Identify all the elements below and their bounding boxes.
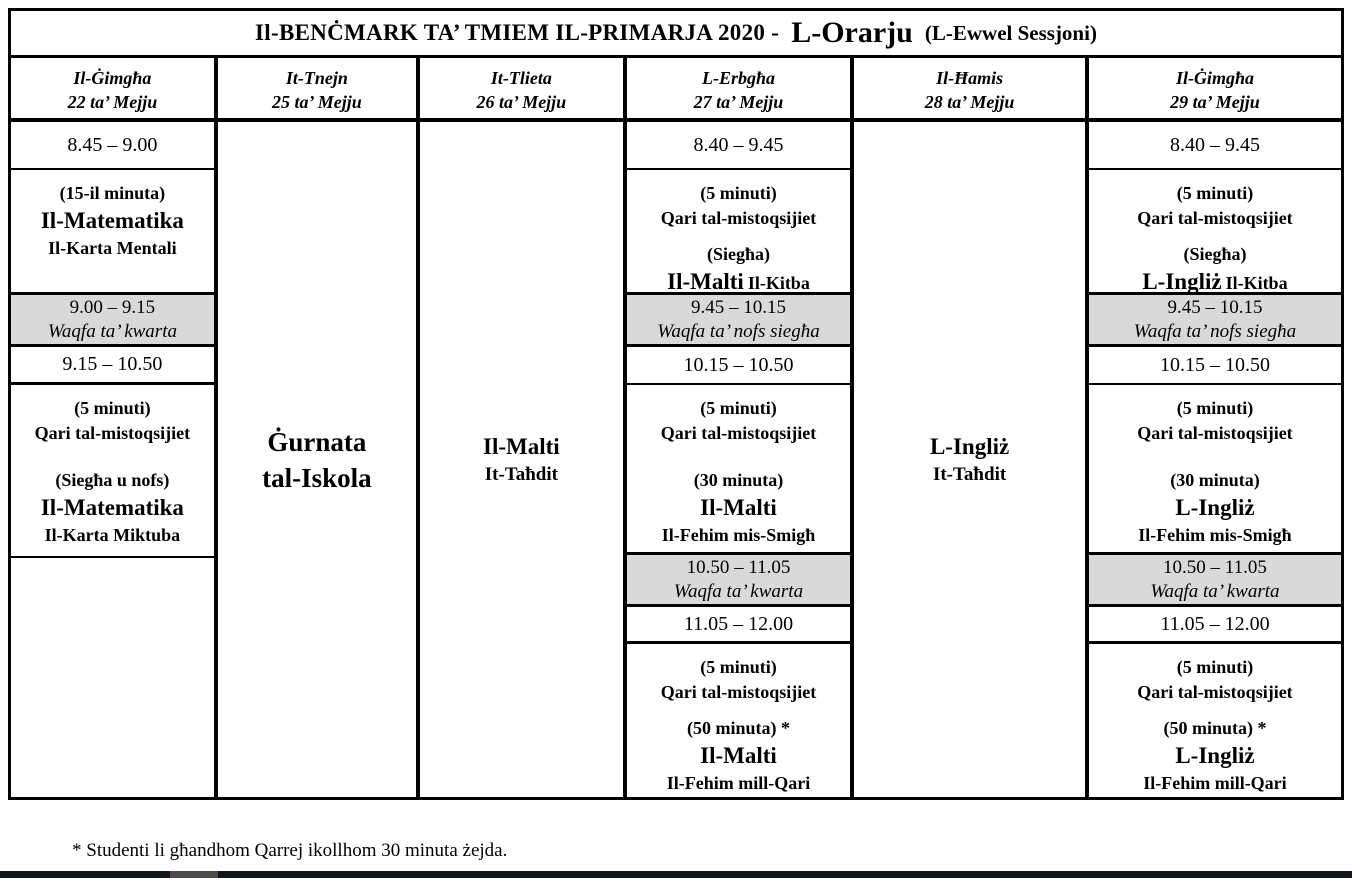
session-paper: Il-Karta Miktuba (44, 525, 181, 545)
cell-session-block (11, 385, 214, 558)
break-label: Waqfa ta’ kwarta (47, 320, 177, 342)
full-day-label: tal-Iskola (262, 462, 372, 493)
cell-time-slot (1089, 122, 1341, 170)
day-date: 22 ta’ Mejju (67, 92, 158, 112)
time-range: 11.05 – 12.00 (1160, 612, 1270, 635)
session-paper: Il-Karta Mentali (48, 238, 177, 258)
session-duration: (50 minuta) * (686, 718, 790, 738)
session-duration: (50 minuta) * (1163, 718, 1267, 738)
cell-session-block (1089, 385, 1341, 555)
cell-break (11, 295, 214, 347)
time-range: 11.05 – 12.00 (683, 612, 794, 635)
session-subject: L-Ingliż (1142, 269, 1222, 294)
session-paper: Il-Fehim mis-Smigħ (1138, 525, 1292, 545)
session-duration: (30 minuta) (1170, 470, 1260, 490)
title-main: Il-BENĊMARK TA’ TMIEM IL-PRIMARJA 2020 - (255, 20, 780, 45)
day-date: 25 ta’ Mejju (272, 92, 362, 112)
break-label: Waqfa ta’ kwarta (1150, 580, 1280, 602)
session-note: Qari tal-mistoqsijiet (34, 423, 191, 443)
cell-break (1089, 555, 1341, 607)
cell-session-block (11, 170, 214, 295)
break-label: Waqfa ta’ kwarta (673, 580, 804, 602)
session-subject: Il-Malti (700, 495, 777, 520)
session-duration: (5 minuti) (74, 398, 151, 418)
time-range: 10.15 – 10.50 (1159, 353, 1270, 376)
session-duration: (5 minuti) (1176, 183, 1254, 203)
session-duration: (Siegħa) (706, 244, 770, 264)
session-duration: (5 minuti) (700, 398, 777, 418)
session-duration: (5 minuti) (700, 183, 777, 203)
day-name: It-Tlieta (490, 68, 552, 88)
timetable (8, 8, 1344, 800)
break-time: 9.00 – 9.15 (69, 296, 156, 318)
day-date: 28 ta’ Mejju (924, 92, 1015, 112)
cell-time-slot (11, 122, 214, 170)
full-day-subject: L-Ingliż (929, 433, 1010, 459)
full-day-subject: Il-Malti (483, 433, 560, 459)
session-subject: Il-Malti (667, 269, 744, 294)
session-paper: Il-Fehim mill-Qari (666, 773, 811, 793)
day-column-wednesday-27 (627, 58, 854, 797)
day-header (11, 58, 214, 122)
time-range: 8.40 – 9.45 (693, 133, 784, 156)
time-range: 9.15 – 10.50 (62, 353, 163, 375)
title-orarju: L-Orarju (791, 16, 913, 49)
break-time: 9.45 – 10.15 (1167, 296, 1263, 318)
cell-break (627, 555, 850, 607)
cell-time-slot (1089, 607, 1341, 644)
session-subject: L-Ingliż (1175, 743, 1255, 768)
session-duration: (15-il minuta) (59, 183, 166, 203)
cell-session-block (1089, 644, 1341, 797)
session-subject: Il-Malti (700, 743, 777, 768)
cell-time-slot (11, 347, 214, 385)
cell-break (627, 295, 850, 347)
session-note: Qari tal-mistoqsijiet (660, 423, 817, 443)
day-column-thursday-28 (854, 58, 1089, 797)
bottom-bar-segment (170, 871, 218, 878)
cell-time-slot (627, 122, 850, 170)
day-header (627, 58, 850, 122)
day-date: 26 ta’ Mejju (476, 92, 567, 112)
session-note: Qari tal-mistoqsijiet (1137, 423, 1293, 443)
cell-break (1089, 295, 1341, 347)
break-time: 10.50 – 11.05 (1163, 556, 1267, 578)
session-duration: (5 minuti) (700, 657, 777, 677)
day-header (1089, 58, 1341, 122)
full-day-label: Ġurnata (267, 426, 367, 457)
cell-time-slot (1089, 347, 1341, 385)
session-duration: (Siegħa) (1183, 244, 1247, 264)
cell-time-slot (627, 607, 850, 644)
full-day-paper: It-Taħdit (932, 463, 1007, 485)
cell-full-day (854, 122, 1085, 797)
session-duration: (Siegħa u nofs) (55, 470, 170, 490)
page-title (11, 11, 1341, 58)
session-duration: (5 minuti) (1176, 657, 1254, 677)
footnote: * Studenti li għandhom Qarrej ikollhom 30 minuta żejda. (72, 840, 508, 861)
full-day-paper: It-Taħdit (484, 463, 558, 485)
time-range: 10.15 – 10.50 (683, 353, 794, 376)
day-date: 29 ta’ Mejju (1170, 92, 1260, 112)
session-note: Qari tal-mistoqsijiet (660, 208, 817, 228)
session-note: Qari tal-mistoqsijiet (660, 682, 817, 702)
time-range: 8.40 – 9.45 (1169, 133, 1260, 156)
time-range: 8.45 – 9.00 (67, 133, 158, 156)
day-name: It-Tnejn (285, 68, 348, 88)
day-header (218, 58, 416, 122)
day-name: Il-Ħamis (936, 68, 1004, 88)
bottom-bar (0, 871, 1352, 878)
day-column-tuesday-26 (420, 58, 627, 797)
session-duration: (30 minuta) (693, 470, 784, 490)
session-note: Qari tal-mistoqsijiet (1137, 208, 1293, 228)
session-duration: (5 minuti) (1176, 398, 1254, 418)
day-name: Il-Ġimgħa (73, 68, 152, 88)
cell-time-slot (627, 347, 850, 385)
day-date: 27 ta’ Mejju (693, 92, 784, 112)
session-paper: Il-Kitba (1225, 273, 1288, 293)
day-name: L-Erbgħa (701, 68, 775, 88)
cell-session-block (627, 385, 850, 555)
title-session: (L-Ewwel Sessjoni) (924, 20, 1097, 45)
cell-session-block (627, 644, 850, 797)
cell-full-day (218, 122, 416, 797)
break-time: 10.50 – 11.05 (686, 556, 791, 578)
session-note: Qari tal-mistoqsijiet (1137, 682, 1293, 702)
session-paper: Il-Fehim mis-Smigħ (661, 525, 816, 545)
session-paper: Il-Fehim mill-Qari (1143, 773, 1287, 793)
timetable-grid (11, 58, 1341, 797)
day-header (854, 58, 1085, 122)
day-column-monday-25 (218, 58, 420, 797)
day-column-friday-22 (11, 58, 218, 797)
day-header (420, 58, 623, 122)
session-paper: Il-Kitba (747, 273, 810, 293)
break-label: Waqfa ta’ nofs siegħa (657, 320, 820, 342)
cell-session-block (627, 170, 850, 295)
day-name: Il-Ġimgħa (1175, 68, 1254, 88)
day-column-friday-29 (1089, 58, 1341, 797)
cell-session-block (1089, 170, 1341, 295)
break-time: 9.45 – 10.15 (690, 296, 786, 318)
break-label: Waqfa ta’ nofs siegħa (1133, 320, 1297, 342)
session-subject: L-Ingliż (1175, 495, 1255, 520)
cell-empty (11, 558, 214, 797)
cell-full-day (420, 122, 623, 797)
session-subject: Il-Matematika (40, 208, 184, 233)
session-subject: Il-Matematika (40, 495, 184, 520)
